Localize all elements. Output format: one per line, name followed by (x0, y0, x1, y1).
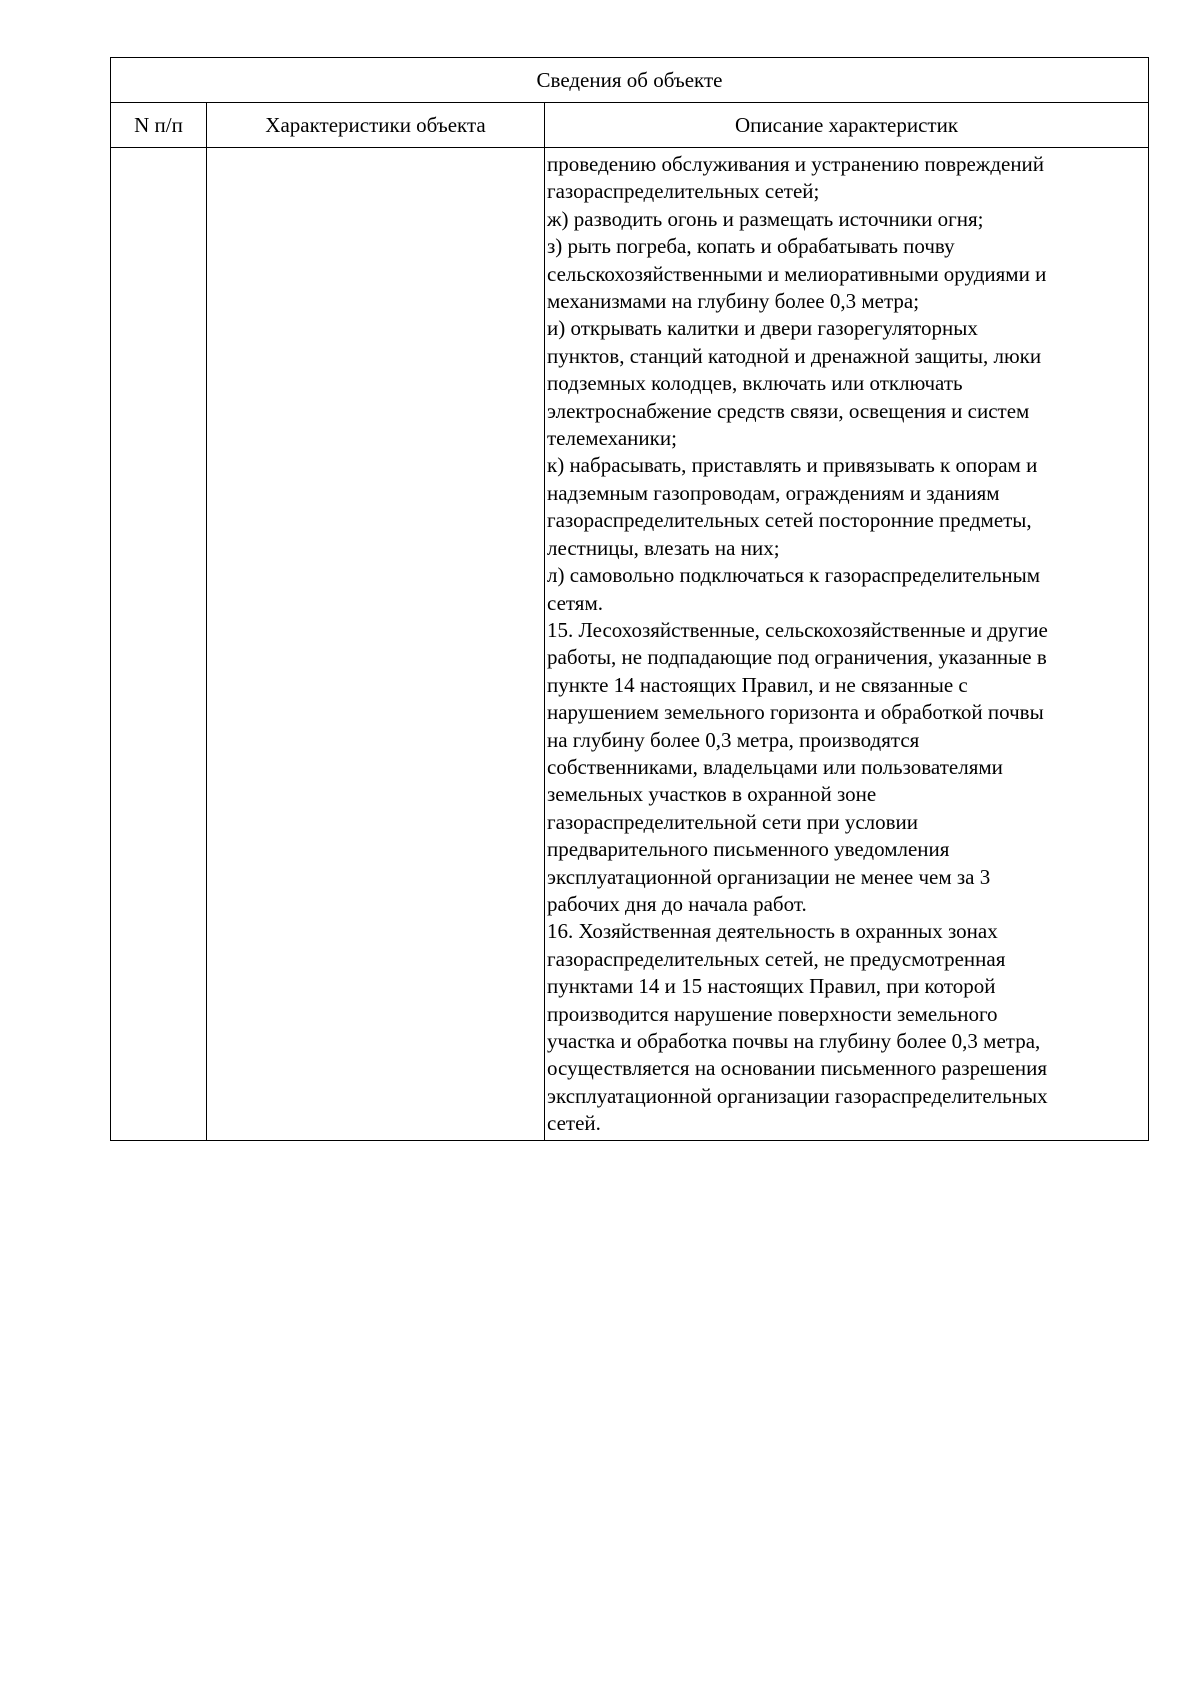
description-line: нарушением земельного горизонта и обработкой почвы (547, 700, 1044, 725)
row-characteristic-cell (207, 148, 545, 1141)
description-line: сетей. (547, 1111, 601, 1136)
table-title: Сведения об объекте (111, 58, 1149, 103)
column-header-number: N п/п (111, 103, 207, 148)
row-description-cell (545, 148, 1149, 1141)
description-line: пункте 14 настоящих Правил, и не связанные с (547, 672, 968, 697)
description-line: проведению обслуживания и устранению повреждений (547, 152, 1045, 176)
description-line: газораспределительных сетей посторонние предметы, (547, 508, 1032, 533)
description-line: электроснабжение средств связи, освещения и систем (547, 398, 1030, 423)
description-line: на глубину более 0,3 метра, производятся (547, 727, 920, 752)
description-line: л) самовольно подключаться к газораспределительным (547, 563, 1041, 588)
description-line: эксплуатационной организации не менее чем за 3 (547, 864, 991, 889)
description-line: лестницы, влезать на них; (547, 535, 780, 560)
description-line: пунктов, станций катодной и дренажной защиты, люки (547, 343, 1042, 368)
description-line: газораспределительных сетей; (547, 179, 820, 204)
table-title-row (111, 58, 1149, 103)
row-number-cell (111, 148, 207, 1141)
description-line: к) набрасывать, приставлять и привязывать к опорам и (547, 453, 1038, 478)
description-line: производится нарушение поверхности земельного (547, 1001, 998, 1026)
column-header-characteristics: Характеристики объекта (207, 103, 545, 148)
description-line: 16. Хозяйственная деятельность в охранных зонах (547, 919, 998, 944)
description-line: рабочих дня до начала работ. (547, 891, 807, 916)
table-header-row (111, 103, 1149, 148)
description-line: сельскохозяйственными и мелиоративными орудиями и (547, 261, 1047, 286)
description-line: телемеханики; (547, 426, 677, 451)
description-line: газораспределительной сети при условии (547, 809, 919, 834)
description-line: и) открывать калитки и двери газорегуляторных (547, 316, 978, 341)
description-line: з) рыть погреба, копать и обрабатывать почву (547, 234, 955, 259)
description-line: эксплуатационной организации газораспределительных (547, 1083, 1048, 1108)
description-line: собственниками, владельцами или пользователями (547, 754, 1003, 779)
description-line: работы, не подпадающие под ограничения, указанные в (547, 645, 1047, 670)
description-line: земельных участков в охранной зоне (547, 782, 877, 807)
description-line: предварительного письменного уведомления (547, 837, 950, 862)
description-line: пунктами 14 и 15 настоящих Правил, при которой (547, 974, 996, 999)
description-line: механизмами на глубину более 0,3 метра; (547, 289, 920, 314)
object-info-table (110, 57, 1149, 1141)
description-line: 15. Лесохозяйственные, сельскохозяйственные и другие (547, 617, 1048, 642)
description-line: ж) разводить огонь и размещать источники огня; (547, 206, 984, 231)
table-row (111, 148, 1149, 1141)
description-line: подземных колодцев, включать или отключать (547, 371, 963, 396)
column-header-description: Описание характеристик (545, 103, 1149, 148)
description-line: участка и обработка почвы на глубину более 0,3 метра, (547, 1029, 1041, 1053)
description-line: газораспределительных сетей, не предусмотренная (547, 946, 1006, 971)
description-line: осуществляется на основании письменного разрешения (547, 1056, 1048, 1081)
description-line: сетям. (547, 590, 603, 615)
description-line: надземным газопроводам, ограждениям и зданиям (547, 480, 1000, 505)
